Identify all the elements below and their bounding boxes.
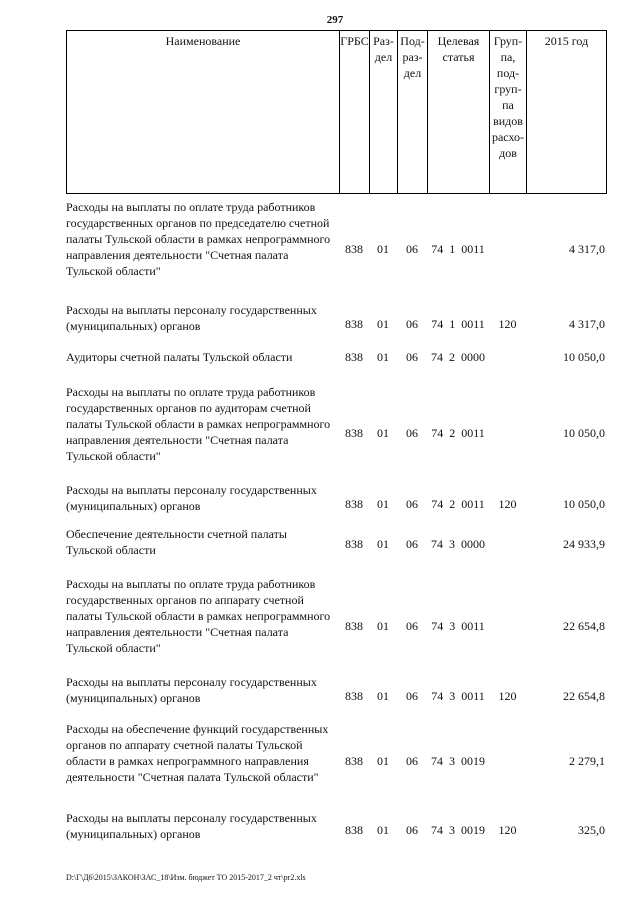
row-razdel: 01 [377,497,389,511]
row-podrazdel: 06 [406,754,418,768]
header-statya: Целевая статья [428,31,490,193]
table-row [66,342,607,376]
row-sum: 325,0 [578,823,605,837]
row-grbs: 838 [345,537,363,551]
row-sum: 22 654,8 [563,619,605,633]
table-row [66,196,607,302]
row-name: Расходы на выплаты персоналу государственных (муниципальных) органов [66,811,317,841]
row-statya: 74 2 0011 [431,426,485,440]
row-name: Обеспечение деятельности счетной палаты Тульской области [66,527,287,557]
row-statya: 74 1 0011 [431,242,485,256]
row-podrazdel: 06 [406,497,418,511]
row-name: Аудиторы счетной палаты Тульской области [66,350,293,364]
header-year: 2015 год [544,34,589,48]
row-gruppa: 120 [498,689,517,703]
row-grbs: 838 [345,426,363,440]
header-grbs: ГРБС [340,31,370,193]
row-name: Расходы на выплаты по оплате труда работников государственных органов по аудиторам счетной палаты Тульской области в рамках непрограммного направления деятельности "Счетная палата Тульской области" [66,385,331,463]
table-row [66,714,607,810]
row-sum: 10 050,0 [563,426,605,440]
table-row [66,522,607,568]
table-row [66,482,607,522]
table-row [66,674,607,714]
table-header [66,30,607,194]
row-sum: 10 050,0 [563,350,605,364]
row-statya: 74 3 0011 [431,689,485,703]
row-razdel: 01 [377,426,389,440]
row-grbs: 838 [345,317,363,331]
row-razdel: 01 [377,317,389,331]
row-podrazdel: 06 [406,823,418,837]
row-podrazdel: 06 [406,317,418,331]
row-podrazdel: 06 [406,537,418,551]
row-sum: 24 933,9 [563,537,605,551]
row-grbs: 838 [345,497,363,511]
row-podrazdel: 06 [406,619,418,633]
row-gruppa: 120 [498,317,517,331]
row-sum: 4 317,0 [569,242,605,256]
row-razdel: 01 [377,537,389,551]
table-row [66,810,607,850]
row-sum: 4 317,0 [569,317,605,331]
table-row [66,376,607,482]
row-statya: 74 3 0019 [431,823,485,837]
row-statya: 74 3 0019 [431,754,485,768]
row-statya: 74 2 0011 [431,497,485,511]
row-statya: 74 3 0011 [431,619,485,633]
row-sum: 22 654,8 [563,689,605,703]
row-gruppa: 120 [498,497,517,511]
row-grbs: 838 [345,823,363,837]
page-number: 297 [326,14,344,26]
row-sum: 2 279,1 [569,754,605,768]
row-grbs: 838 [345,242,363,256]
row-grbs: 838 [345,689,363,703]
row-grbs: 838 [345,350,363,364]
row-name: Расходы на выплаты персоналу государственных (муниципальных) органов [66,303,317,333]
row-statya: 74 1 0011 [431,317,485,331]
row-podrazdel: 06 [406,242,418,256]
header-gruppa: Груп- па, под- груп- па видов расхо- дов [490,31,527,193]
row-name: Расходы на выплаты по оплате труда работников государственных органов по председателю счетной палаты Тульской области в рамках непрограммного направления деятельности "Счетная палата Тульской области" [66,200,331,278]
file-path-footer: D:\Г\Д6\2015\ЗАКОН\ЗАС_18\Изм. бюджет ТО 2015-2017_2 чт\pr2.xls [66,873,306,882]
row-statya: 74 3 0000 [431,537,485,551]
header-name: Наименование [67,31,340,193]
row-sum: 10 050,0 [563,497,605,511]
row-grbs: 838 [345,619,363,633]
row-statya: 74 2 0000 [431,350,485,364]
row-podrazdel: 06 [406,426,418,440]
row-grbs: 838 [345,754,363,768]
header-razdel: Раз- дел [370,31,398,193]
table-row [66,302,607,342]
header-podrazdel: Под- раз- дел [398,31,428,193]
row-name: Расходы на выплаты персоналу государственных (муниципальных) органов [66,483,317,513]
row-razdel: 01 [377,823,389,837]
row-razdel: 01 [377,350,389,364]
row-razdel: 01 [377,242,389,256]
row-name: Расходы на выплаты по оплате труда работников государственных органов по аппарату счетной палаты Тульской области в рамках непрограммного направления деятельности "Счетная палата Тульской области" [66,577,331,655]
row-podrazdel: 06 [406,689,418,703]
row-podrazdel: 06 [406,350,418,364]
row-name: Расходы на обеспечение функций государственных органов по аппарату счетной палаты Тульской области в рамках непрограммного направления деятельности "Счетная палата Тульской области" [66,722,329,784]
row-razdel: 01 [377,754,389,768]
row-gruppa: 120 [498,823,517,837]
row-razdel: 01 [377,689,389,703]
row-name: Расходы на выплаты персоналу государственных (муниципальных) органов [66,675,317,705]
table-row [66,568,607,674]
row-razdel: 01 [377,619,389,633]
table-body [66,196,607,850]
